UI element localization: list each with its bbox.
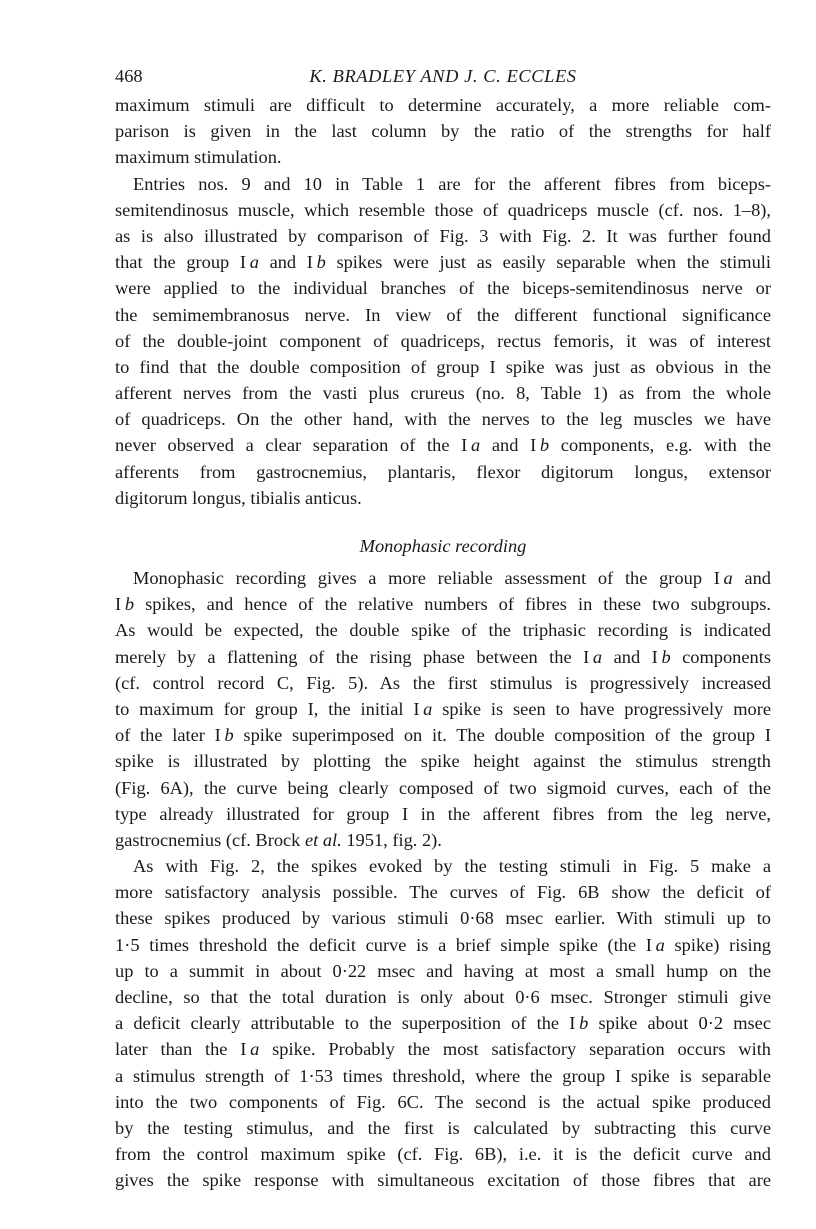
text-line: 1·5 times threshold the deficit curve is a brief simple spike (the I a spike) rising bbox=[115, 934, 772, 955]
text-line: up to a summit in about 0·22 msec and having at most a small hump on the bbox=[115, 960, 771, 981]
text-line: semitendinosus muscle, which resemble those of quadriceps muscle (cf. nos. 1–8), bbox=[115, 199, 771, 220]
text-line: to find that the double composition of group I spike was just as obvious in the bbox=[115, 356, 771, 377]
text-line: from the control maximum spike (cf. Fig. 6B), i.e. it is the deficit curve and bbox=[115, 1144, 771, 1165]
text-line: gastrocnemius (cf. Brock et al. 1951, fig. 2). bbox=[115, 829, 442, 850]
text-line: never observed a clear separation of the I a and I b components, e.g. with the bbox=[115, 435, 772, 456]
text-line: of quadriceps. On the other hand, with the nerves to the leg muscles we have bbox=[115, 409, 771, 430]
text-line: that the group I a and I b spikes were just as easily separable when the stimuli bbox=[115, 252, 771, 273]
text-line: a deficit clearly attributable to the superposition of the I b spike about 0·2 msec bbox=[115, 1013, 771, 1034]
body-text bbox=[115, 92, 771, 1194]
text-line: afferent nerves from the vasti plus crureus (no. 8, Table 1) as from the whole bbox=[115, 383, 771, 404]
text-line: later than the I a spike. Probably the most satisfactory separation occurs with bbox=[115, 1039, 772, 1060]
text-line: parison is given in the last column by the ratio of the strengths for half bbox=[115, 121, 771, 142]
text-line: merely by a flattening of the rising phase between the I a and I b components bbox=[115, 646, 771, 667]
text-line: were applied to the individual branches of the biceps-semitendinosus nerve or bbox=[115, 278, 771, 299]
text-line: Entries nos. 9 and 10 in Table 1 are for the afferent fibres from biceps- bbox=[133, 173, 771, 194]
text-line: into the two components of Fig. 6C. The second is the actual spike produced bbox=[115, 1091, 771, 1112]
page bbox=[115, 61, 771, 1194]
running-title: K. BRADLEY AND J. C. ECCLES bbox=[309, 66, 577, 86]
text-line: a stimulus strength of 1·53 times threshold, where the group I spike is separable bbox=[115, 1065, 771, 1086]
text-line: afferents from gastrocnemius, plantaris, flexor digitorum longus, extensor bbox=[115, 461, 771, 482]
text-line: the semimembranosus nerve. In view of the different functional significance bbox=[115, 304, 771, 325]
text-line: more satisfactory analysis possible. The curves of Fig. 6B show the deficit of bbox=[115, 882, 771, 903]
text-line: maximum stimuli are difficult to determine accurately, a more reliable com- bbox=[115, 95, 771, 115]
text-line: decline, so that the total duration is only about 0·6 msec. Stronger stimuli give bbox=[115, 987, 771, 1007]
text-line: of the later I b spike superimposed on it. The double composition of the group I bbox=[115, 725, 771, 746]
text-line: type already illustrated for group I in the afferent fibres from the leg nerve, bbox=[115, 803, 771, 824]
text-line: as is also illustrated by comparison of Fig. 3 with Fig. 2. It was further found bbox=[115, 225, 771, 246]
paragraph bbox=[115, 171, 771, 511]
text-line: digitorum longus, tibialis anticus. bbox=[115, 487, 362, 508]
text-line: gives the spike response with simultaneous excitation of those fibres that are bbox=[115, 1170, 771, 1191]
text-line: Monophasic recording gives a more reliable assessment of the group I a and bbox=[133, 568, 771, 588]
text-line: As would be expected, the double spike of the triphasic recording is indicated bbox=[115, 620, 771, 641]
section-heading: Monophasic recording bbox=[359, 536, 527, 556]
paragraph bbox=[115, 92, 771, 171]
page-number: 468 bbox=[115, 66, 143, 86]
text-line: (Fig. 6A), the curve being clearly composed of two sigmoid curves, each of the bbox=[115, 777, 771, 798]
running-header bbox=[115, 61, 771, 91]
text-line: As with Fig. 2, the spikes evoked by the testing stimuli in Fig. 5 make a bbox=[133, 856, 771, 877]
text-line: to maximum for group I, the initial I a spike is seen to have progressively more bbox=[115, 698, 771, 719]
paragraph bbox=[115, 853, 771, 1193]
text-line: spike is illustrated by plotting the spike height against the stimulus strength bbox=[115, 751, 771, 772]
text-line: by the testing stimulus, and the first is calculated by subtracting this curve bbox=[115, 1117, 771, 1138]
paragraph bbox=[115, 565, 771, 853]
text-line: maximum stimulation. bbox=[115, 147, 282, 168]
text-line: I b spikes, and hence of the relative numbers of fibres in these two subgroups. bbox=[115, 594, 771, 615]
text-line: of the double-joint component of quadriceps, rectus femoris, it was of interest bbox=[115, 330, 771, 351]
text-line: these spikes produced by various stimuli 0·68 msec earlier. With stimuli up to bbox=[115, 908, 771, 929]
text-line: (cf. control record C, Fig. 5). As the first stimulus is progressively increased bbox=[115, 672, 771, 693]
